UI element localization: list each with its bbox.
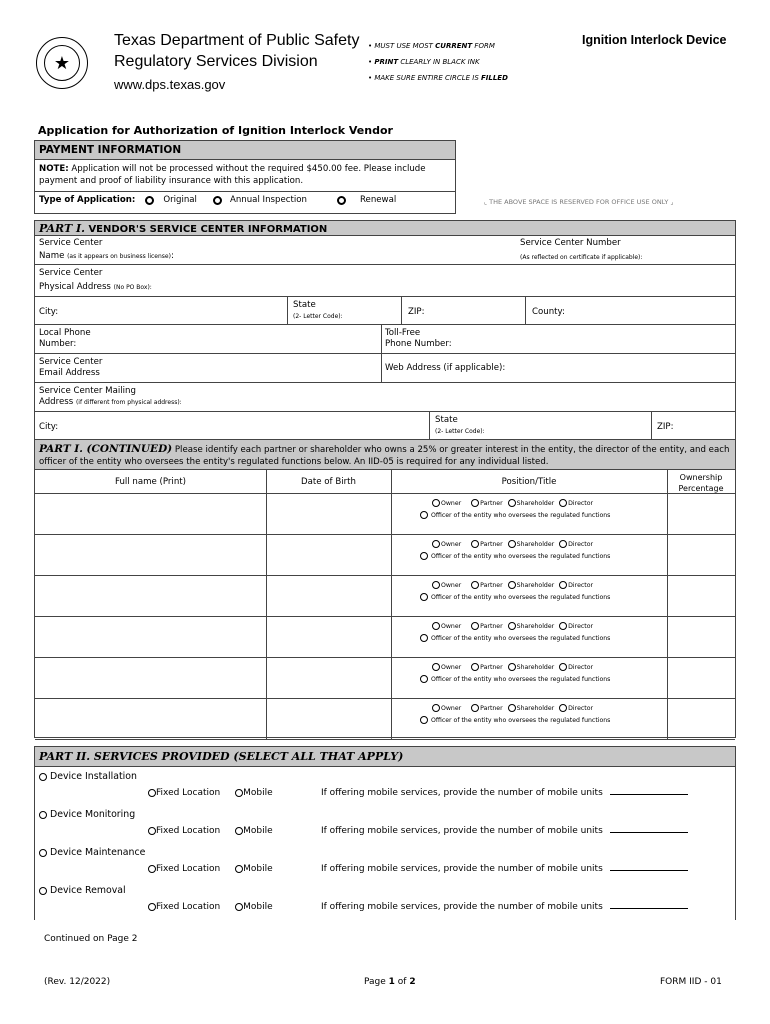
col-full-name: Full name (Print) [114,477,186,487]
revision-date: (Rev. 12/2022) [44,977,111,987]
mobile-units-line[interactable] [610,870,688,871]
radio-fixed-location[interactable] [148,789,156,797]
seal-star-icon: ★ [44,45,80,81]
physical-address-field[interactable] [35,265,735,297]
ownership-percentage-input[interactable] [668,699,735,739]
mailing-address-field[interactable] [35,383,735,412]
ownership-percentage-input[interactable] [668,494,735,534]
mailing-address-label: Service Center Mailing Address (if different from physical address): [39,386,182,407]
entity-row [35,658,735,699]
col-date-of-birth: Date of Birth [301,477,356,487]
service-label: Device Installation [49,771,137,782]
radio-shareholder[interactable] [508,540,516,548]
col-position-title: Position/Title [501,477,557,487]
radio-mobile[interactable] [235,865,243,873]
radio-director[interactable] [559,581,567,589]
form-id: FORM IID - 01 [660,977,722,987]
payment-section [34,140,456,214]
city-state-zip-row [35,297,735,325]
position-options: Owner Partner Shareholder Director Officer of the entity who oversees the regulated functions [432,703,610,727]
mobile-units-field[interactable] [321,826,688,836]
radio-owner[interactable] [432,581,440,589]
mobile-label: Mobile [243,788,273,798]
mobile-units-label: If offering mobile services, provide the number of mobile units [321,788,603,798]
email-web-row [35,354,735,383]
radio-mobile[interactable] [235,903,243,911]
radio-shareholder[interactable] [508,663,516,671]
service-label: Device Monitoring [49,809,136,820]
position-options: Owner Partner Shareholder Director Officer of the entity who oversees the regulated functions [432,498,610,522]
radio-partner[interactable] [471,540,479,548]
radio-partner[interactable] [471,622,479,630]
service-option [39,809,135,820]
county-label: County: [532,307,565,317]
mobile-units-field[interactable] [321,788,688,798]
service-location-options [148,902,273,912]
fixed-location-label: Fixed Location [156,826,221,836]
mobile-units-line[interactable] [610,832,688,833]
part1-heading: PART I. VENDOR'S SERVICE CENTER INFORMATION [35,221,735,236]
mobile-units-field[interactable] [321,864,688,874]
part2-heading: PART II. SERVICES PROVIDED (SELECT ALL THAT APPLY) [35,747,735,767]
position-options: Owner Partner Shareholder Director Officer of the entity who oversees the regulated functions [432,539,610,563]
service-label: Device Removal [49,885,126,896]
radio-mobile[interactable] [235,789,243,797]
full-name-input[interactable] [35,658,266,698]
radio-partner[interactable] [471,499,479,507]
radio-officer[interactable] [420,593,428,601]
application-type-label: Type of Application: [39,195,136,205]
radio-partner[interactable] [471,663,479,671]
ownership-percentage-input[interactable] [668,535,735,575]
web-address-label: Web Address (if applicable): [385,363,506,373]
date-of-birth-input[interactable] [267,576,391,616]
part1-form [34,220,736,738]
service-location-options [148,788,273,798]
agency-name: Texas Department of Public Safety Regulatory Services Division [114,32,360,70]
radio-director[interactable] [559,540,567,548]
entity-row [35,535,735,576]
fixed-location-label: Fixed Location [156,788,221,798]
date-of-birth-input[interactable] [267,617,391,657]
radio-shareholder[interactable] [508,499,516,507]
physical-address-label: Service Center Physical Address (No PO Box): [39,268,152,292]
radio-service[interactable] [39,887,47,895]
entity-row [35,494,735,535]
mailing-city-row [35,412,735,440]
service-option [39,847,145,858]
full-name-input[interactable] [35,617,266,657]
radio-original[interactable] [145,196,154,205]
form-topic: Ignition Interlock Device [582,33,727,47]
agency-website: www.dps.texas.gov [114,77,226,92]
radio-annual-inspection[interactable] [213,196,222,205]
radio-shareholder[interactable] [508,581,516,589]
radio-service[interactable] [39,849,47,857]
service-option [39,885,126,896]
radio-partner[interactable] [471,581,479,589]
date-of-birth-input[interactable] [267,658,391,698]
payment-note: NOTE: Application will not be processed without the required $450.00 fee. Please include payment and proof of liability insurance with this application. [35,160,455,192]
service-label: Device Maintenance [49,847,146,858]
ownership-table-header [35,470,735,494]
full-name-input[interactable] [35,576,266,616]
mailing-city-label: City: [39,422,59,432]
entity-row [35,699,735,740]
phone-row [35,325,735,354]
tollfree-phone-label: Toll-Free Phone Number: [385,328,452,349]
radio-shareholder[interactable] [508,622,516,630]
application-title: Application for Authorization of Ignition Interlock Vendor [38,124,393,137]
radio-officer[interactable] [420,552,428,560]
mailing-state-label: State (2- Letter Code): [435,415,485,435]
service-location-options [148,826,273,836]
position-options: Owner Partner Shareholder Director Officer of the entity who oversees the regulated functions [432,621,610,645]
city-label: City: [39,307,59,317]
option-renewal-label: Renewal [359,195,397,205]
date-of-birth-input[interactable] [267,494,391,534]
radio-service[interactable] [39,773,47,781]
ownership-percentage-input[interactable] [668,658,735,698]
mobile-units-label: If offering mobile services, provide the number of mobile units [321,826,603,836]
radio-mobile[interactable] [235,827,243,835]
radio-renewal[interactable] [337,196,346,205]
instruction-current: • MUST USE MOST CURRENT FORM [368,42,495,50]
part1-continued-heading: PART I. (CONTINUED) Please identify each partner or shareholder who owns a 25% or greater interest in the entity, the director of the entity, and each officer of the entity who oversees the entity's regulated functions below. An IID-05 is required for any individual listed. [35,440,735,470]
radio-partner[interactable] [471,704,479,712]
ownership-percentage-input[interactable] [668,617,735,657]
service-center-number-label: Service Center Number (As reflected on certificate if applicable): [520,238,643,261]
position-options: Owner Partner Shareholder Director Officer of the entity who oversees the regulated functions [432,580,610,604]
zip-label: ZIP: [408,307,425,317]
mobile-units-label: If offering mobile services, provide the number of mobile units [321,902,603,912]
mobile-label: Mobile [243,864,273,874]
radio-shareholder[interactable] [508,704,516,712]
fixed-location-label: Fixed Location [156,864,221,874]
payment-heading: PAYMENT INFORMATION [35,141,455,160]
radio-service[interactable] [39,811,47,819]
mobile-units-field[interactable] [321,902,688,912]
texas-dps-seal [36,37,88,89]
mobile-label: Mobile [243,826,273,836]
date-of-birth-input[interactable] [267,535,391,575]
service-center-name-field[interactable] [35,236,735,265]
radio-officer[interactable] [420,675,428,683]
service-option [39,771,137,782]
page-indicator: Page 1 of 2 [364,977,416,987]
radio-owner[interactable] [432,540,440,548]
full-name-input[interactable] [35,494,266,534]
full-name-input[interactable] [35,699,266,739]
mailing-zip-label: ZIP: [657,422,674,432]
ownership-percentage-input[interactable] [668,576,735,616]
email-label: Service Center Email Address [39,357,103,378]
date-of-birth-input[interactable] [267,699,391,739]
mobile-units-line[interactable] [610,908,688,909]
office-use-note: ⌞ THE ABOVE SPACE IS RESERVED FOR OFFICE USE ONLY ⌟ [484,198,674,206]
mobile-label: Mobile [243,902,273,912]
mobile-units-label: If offering mobile services, provide the number of mobile units [321,864,603,874]
service-location-options [148,864,273,874]
instruction-filled: • MAKE SURE ENTIRE CIRCLE IS FILLED [368,74,508,82]
radio-fixed-location[interactable] [148,903,156,911]
radio-officer[interactable] [420,511,428,519]
part2-section [34,746,736,920]
radio-director[interactable] [559,704,567,712]
radio-owner[interactable] [432,704,440,712]
position-options: Owner Partner Shareholder Director Officer of the entity who oversees the regulated functions [432,662,610,686]
option-original-label: Original [163,195,197,205]
col-ownership-percentage: Ownership Percentage [678,473,724,493]
service-center-name-label: Service Center Name (as it appears on business license): [39,238,174,261]
radio-owner[interactable] [432,622,440,630]
radio-fixed-location[interactable] [148,865,156,873]
radio-director[interactable] [559,499,567,507]
radio-director[interactable] [559,622,567,630]
radio-owner[interactable] [432,499,440,507]
option-annual-inspection-label: Annual Inspection [229,195,307,205]
application-type-row [35,192,455,208]
radio-fixed-location[interactable] [148,827,156,835]
full-name-input[interactable] [35,535,266,575]
radio-director[interactable] [559,663,567,671]
fixed-location-label: Fixed Location [156,902,221,912]
continued-note: Continued on Page 2 [44,934,138,944]
local-phone-label: Local Phone Number: [39,328,91,349]
radio-owner[interactable] [432,663,440,671]
form-instructions [368,38,508,86]
radio-officer[interactable] [420,716,428,724]
radio-officer[interactable] [420,634,428,642]
entity-row [35,576,735,617]
entity-row [35,617,735,658]
state-label: State (2- Letter Code): [293,300,343,320]
mobile-units-line[interactable] [610,794,688,795]
instruction-print: • PRINT CLEARLY IN BLACK INK [368,58,480,66]
